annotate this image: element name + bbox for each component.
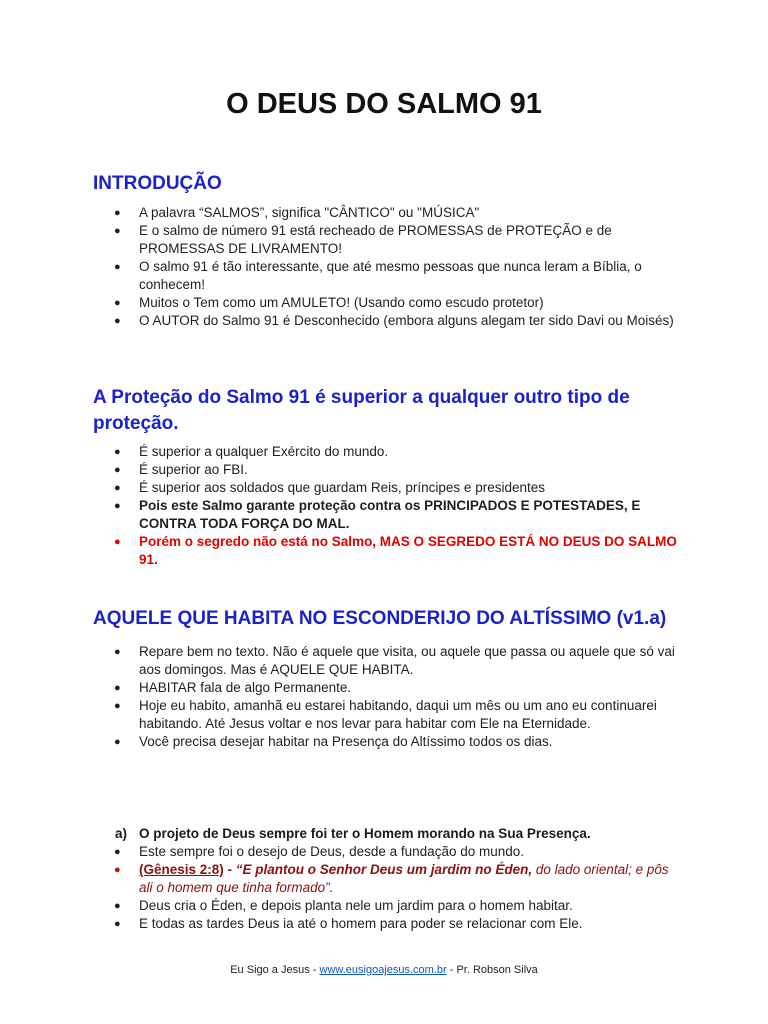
bullet-icon: ● — [114, 700, 121, 712]
bullet-icon: ● — [114, 900, 121, 912]
verse-reference: (Gênesis 2:8) — [139, 862, 224, 877]
bullet-icon: ● — [114, 682, 121, 694]
list-item: ● Deus cria o Éden, e depois planta nele um jardim para o homem habitar. — [114, 898, 573, 913]
bullet-icon: ● — [114, 918, 121, 930]
intro-heading: INTRODUÇÃO — [93, 173, 222, 194]
projeto-heading: a) O projeto de Deus sempre foi ter o Homem morando na Sua Presença. — [115, 826, 591, 841]
projeto-list — [93, 843, 683, 933]
bullet-icon: ● — [114, 846, 121, 858]
list-item: ● É superior aos soldados que guardam Reis, príncipes e presidentes — [114, 480, 545, 495]
bullet-icon: ● — [114, 225, 121, 237]
list-item: ● O AUTOR do Salmo 91 é Desconhecido (embora alguns alegam ter sido Davi ou Moisés) — [114, 313, 674, 328]
list-item: ● HABITAR fala de algo Permanente. — [114, 680, 352, 695]
protection-section — [93, 385, 683, 569]
page-title: O DEUS DO SALMO 91 — [226, 88, 542, 120]
bullet-icon: ● — [114, 464, 121, 476]
verse-rest: do lado oriental; e pôs ali o homem que tinha formado”. — [139, 862, 669, 895]
list-item: ● Repare bem no texto. Não é aquele que visita, ou aquele que passa ou aquele que só vai aos domingos. Mas é AQUELE QUE HABITA. — [114, 644, 675, 677]
verse-quote: “E plantou o Senhor Deus um jardim no Éden, — [235, 862, 533, 877]
list-item: ● E todas as tardes Deus ia até o homem para poder se relacionar com Ele. — [114, 916, 583, 931]
habita-heading: AQUELE QUE HABITA NO ESCONDERIJO DO ALTÍSSIMO (v1.a) — [93, 608, 667, 629]
list-item: ● E o salmo de número 91 está recheado de PROMESSAS de PROTEÇÃO e de PROMESSAS DE LIVRAMENTO! — [114, 223, 612, 256]
bullet-icon: ● — [114, 482, 121, 494]
protection-heading: A Proteção do Salmo 91 é superior a qualquer outro tipo de proteção. — [93, 387, 630, 434]
bullet-icon: ● — [114, 536, 121, 548]
list-item-verse: ● (Gênesis 2:8) - “E plantou o Senhor Deus um jardim no Éden, do lado oriental; e pôs ali o homem que tinha formado”. — [114, 862, 669, 895]
bullet-icon: ● — [114, 315, 121, 327]
list-item-bold: ● Pois este Salmo garante proteção contra os PRINCIPADOS E POTESTADES, E CONTRA TODA FORÇA DO MAL. — [114, 498, 641, 531]
list-item: ● É superior ao FBI. — [114, 462, 248, 477]
list-item: ● Você precisa desejar habitar na Presença do Altíssimo todos os dias. — [114, 734, 553, 749]
habita-section — [93, 606, 683, 751]
habita-list — [93, 643, 683, 751]
list-item: ● Hoje eu habito, amanhã eu estarei habitando, daqui um mês ou um ano eu continuarei habitando. Até Jesus voltar e nos levar para habitar com Ele na Eternidade. — [114, 698, 657, 731]
list-item-highlight: ● Porém o segredo não está no Salmo, MAS O SEGREDO ESTÁ NO DEUS DO SALMO 91. — [114, 534, 677, 567]
intro-section — [93, 171, 683, 330]
bullet-icon: ● — [114, 864, 121, 876]
bullet-icon: ● — [114, 261, 121, 273]
list-item: ● Este sempre foi o desejo de Deus, desde a fundação do mundo. — [114, 844, 525, 859]
bullet-icon: ● — [114, 446, 121, 458]
list-item: ● É superior a qualquer Exército do mundo. — [114, 444, 389, 459]
bullet-icon: ● — [114, 207, 121, 219]
protection-list — [93, 443, 683, 569]
list-item: ● A palavra “SALMOS”, significa "CÂNTICO" ou "MÚSICA" — [114, 205, 480, 220]
list-item: ● Muitos o Tem como um AMULETO! (Usando como escudo protetor) — [114, 295, 544, 310]
intro-list — [93, 204, 683, 330]
page-footer: Eu Sigo a Jesus - www.eusigoajesus.com.br - Pr. Robson Silva — [230, 964, 538, 976]
bullet-icon: ● — [114, 646, 121, 658]
projeto-section — [93, 825, 683, 933]
bullet-icon: ● — [114, 736, 121, 748]
list-item: ● O salmo 91 é tão interessante, que até mesmo pessoas que nunca leram a Bíblia, o conhecem! — [114, 259, 642, 292]
list-marker: a) — [115, 826, 128, 841]
bullet-icon: ● — [114, 500, 121, 512]
website-link[interactable]: www.eusigoajesus.com.br — [319, 964, 447, 976]
bullet-icon: ● — [114, 297, 121, 309]
